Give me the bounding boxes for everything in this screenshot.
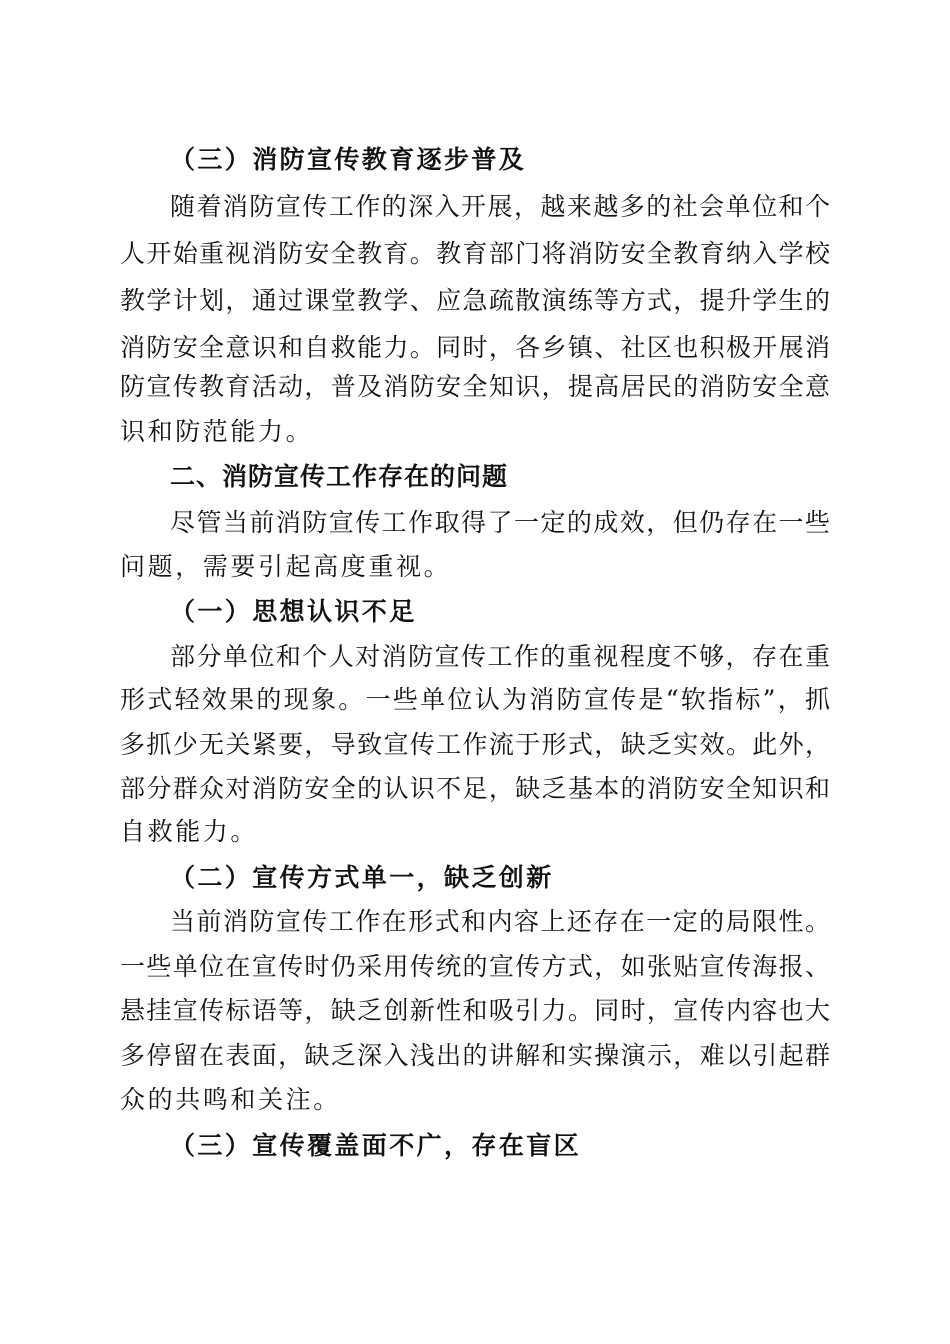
paragraph-line: 部分群众对消防安全的认识不足，缺乏基本的消防安全知识和 [120, 774, 830, 803]
paragraph-line: 随着消防宣传工作的深入开展，越来越多的社会单位和个 [170, 192, 830, 221]
sub-3-heading: （三）宣传覆盖面不广，存在盲区 [170, 1131, 582, 1160]
paragraph-line: 识和防范能力。 [120, 417, 314, 446]
sub-1-heading: （一）思想认识不足 [170, 597, 417, 626]
paragraph-line: 悬挂宣传标语等，缺乏创新性和吸引力。同时，宣传内容也大 [120, 996, 830, 1025]
paragraph-line: 多抓少无关紧要，导致宣传工作流于形式，缺乏实效。此外， [120, 730, 830, 759]
paragraph-line: 消防安全意识和自救能力。同时，各乡镇、社区也积极开展消 [120, 333, 830, 362]
section-3-heading: （三）消防宣传教育逐步普及 [170, 145, 527, 174]
paragraph-line: 一些单位在宣传时仍采用传统的宣传方式，如张贴宣传海报、 [120, 952, 830, 981]
paragraph-line: 部分单位和个人对消防宣传工作的重视程度不够，存在重 [170, 642, 830, 671]
paragraph-line: 众的共鸣和关注。 [120, 1085, 341, 1114]
paragraph-line: 防宣传教育活动，普及消防安全知识，提高居民的消防安全意 [120, 372, 830, 401]
paragraph-line: 人开始重视消防安全教育。教育部门将消防安全教育纳入学校 [120, 239, 830, 268]
paragraph-line: 问题，需要引起高度重视。 [120, 552, 452, 581]
part-2-heading: 二、消防宣传工作存在的问题 [170, 462, 509, 491]
paragraph-line: 自救能力。 [120, 817, 259, 846]
paragraph-line: 多停留在表面，缺乏深入浅出的讲解和实操演示，难以引起群 [120, 1041, 830, 1070]
sub-2-heading: （二）宣传方式单一，缺乏创新 [170, 863, 554, 892]
paragraph-line: 教学计划，通过课堂教学、应急疏散演练等方式，提升学生的 [120, 286, 830, 315]
paragraph-line: 当前消防宣传工作在形式和内容上还存在一定的局限性。 [170, 907, 830, 936]
paragraph-line: 尽管当前消防宣传工作取得了一定的成效，但仍存在一些 [170, 508, 830, 537]
paragraph-line: 形式轻效果的现象。一些单位认为消防宣传是“软指标”，抓 [120, 685, 830, 714]
